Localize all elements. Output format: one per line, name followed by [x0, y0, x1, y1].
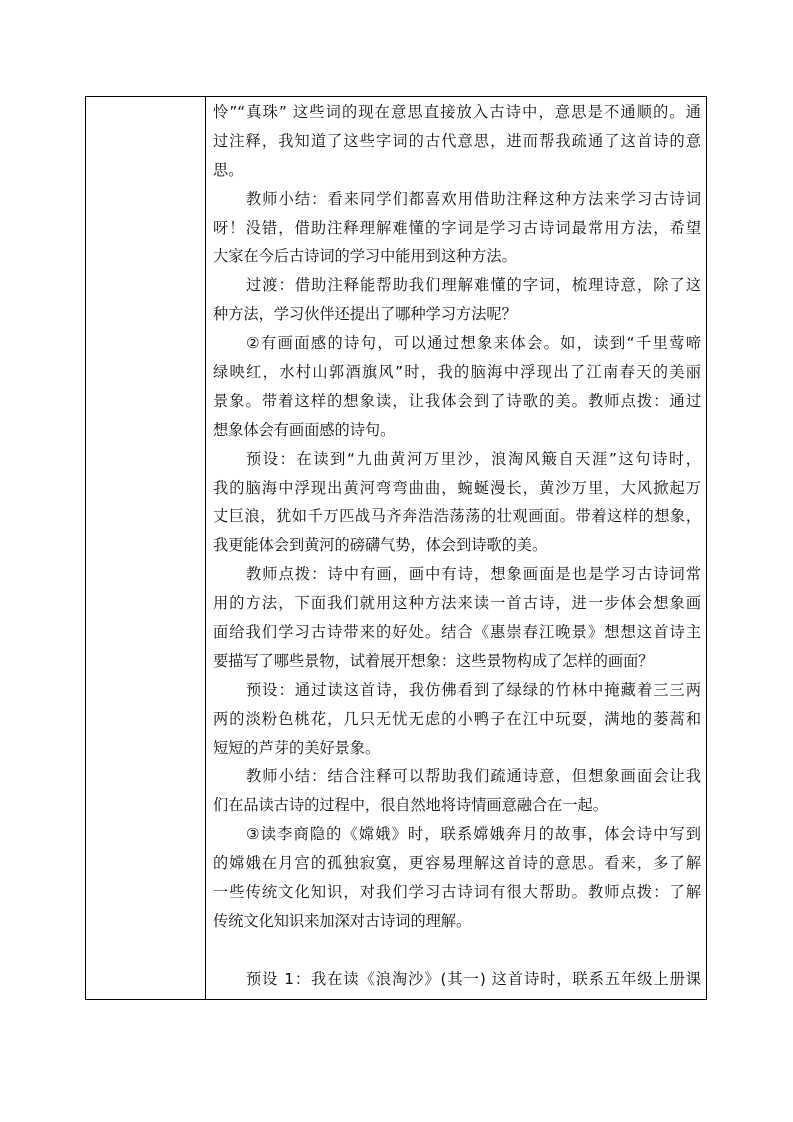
column-divider	[205, 97, 206, 999]
text-line: 预设 1：我在读《浪淘沙》(其一) 这首诗时，联系五年级上册课	[246, 969, 701, 988]
text-line: 教师点拨：诗中有画，画中有诗，想象画面是也是学习古诗词常	[246, 565, 701, 584]
text-line: 我的脑海中浮现出黄河弯弯曲曲，蜿蜒漫长，黄沙万里，大风掀起万	[213, 478, 701, 497]
text-line: 景象。带着这样的想象读，让我体会到了诗歌的美。教师点拨：通过	[213, 391, 701, 410]
text-line: 预设：在读到“九曲黄河万里沙，浪淘风簸自天涯”这句诗时，	[246, 449, 701, 468]
text-line: ③读李商隐的《嫦娥》时，联系嫦娥奔月的故事，体会诗中写到	[246, 825, 701, 844]
text-line: ②有画面感的诗句，可以通过想象来体会。如，读到“千里莺啼	[246, 334, 701, 353]
text-line: 要描写了哪些景物，试着展开想象：这些景物构成了怎样的画面？	[213, 651, 654, 670]
text-line: 短短的芦芽的美好景象。	[213, 738, 381, 757]
text-line: 用的方法，下面我们就用这种方法来读一首古诗，进一步体会想象画	[213, 594, 701, 613]
text-line: 思。	[213, 160, 244, 179]
text-line: 怜”“真珠” 这些词的现在意思直接放入古诗中，意思是不通顺的。通	[213, 103, 701, 121]
text-line: 教师小结：结合注释可以帮助我们疏通诗意，但想象画面会让我	[246, 767, 701, 786]
text-line: 呀！没错，借助注释理解难懂的字词是学习古诗词最常用方法，希望	[213, 218, 701, 237]
text-line: 教师小结：看来同学们都喜欢用借助注释这种方法来学习古诗词	[246, 189, 701, 208]
text-line: 传统文化知识来加深对古诗词的理解。	[213, 911, 472, 930]
text-line: 两的淡粉色桃花，几只无忧无虑的小鸭子在江中玩耍，满地的蒌蒿和	[213, 709, 701, 728]
text-line: 想象体会有画面感的诗句。	[213, 420, 396, 439]
text-line: 大家在今后古诗词的学习中能用到这种方法。	[213, 247, 517, 266]
table-content-cell	[213, 98, 701, 998]
text-line: 绿映红，水村山郭酒旗风”时，我的脑海中浮现出了江南春天的美丽	[213, 363, 701, 382]
text-line: 丈巨浪，犹如千万匹战马齐奔浩浩荡荡的壮观画面。带着这样的想象，	[213, 507, 701, 526]
text-line	[213, 936, 701, 965]
text-line: 过渡：借助注释能帮助我们理解难懂的字词，梳理诗意，除了这	[246, 276, 701, 295]
text-line: 的嫦娥在月宫的孤独寂寞，更容易理解这首诗的意思。看来，多了解	[213, 854, 701, 873]
text-line: 面给我们学习古诗带来的好处。结合《惠崇春江晚景》想想这首诗主	[213, 623, 701, 642]
lesson-table	[85, 96, 707, 1000]
table-left-cell	[86, 97, 205, 999]
text-line: 预设：通过读这首诗，我仿佛看到了绿绿的竹林中掩藏着三三两	[246, 680, 701, 699]
text-line: 们在品读古诗的过程中，很自然地将诗情画意融合在一起。	[213, 796, 608, 815]
text-line: 过注释，我知道了这些字词的古代意思，进而帮我疏通了这首诗的意	[213, 131, 701, 150]
text-line: 一些传统文化知识，对我们学习古诗词有很大帮助。教师点拨：了解	[213, 883, 701, 902]
text-line: 种方法，学习伙伴还提出了哪种学习方法呢？	[213, 305, 517, 324]
text-line: 我更能体会到黄河的磅礴气势，体会到诗歌的美。	[213, 536, 548, 555]
